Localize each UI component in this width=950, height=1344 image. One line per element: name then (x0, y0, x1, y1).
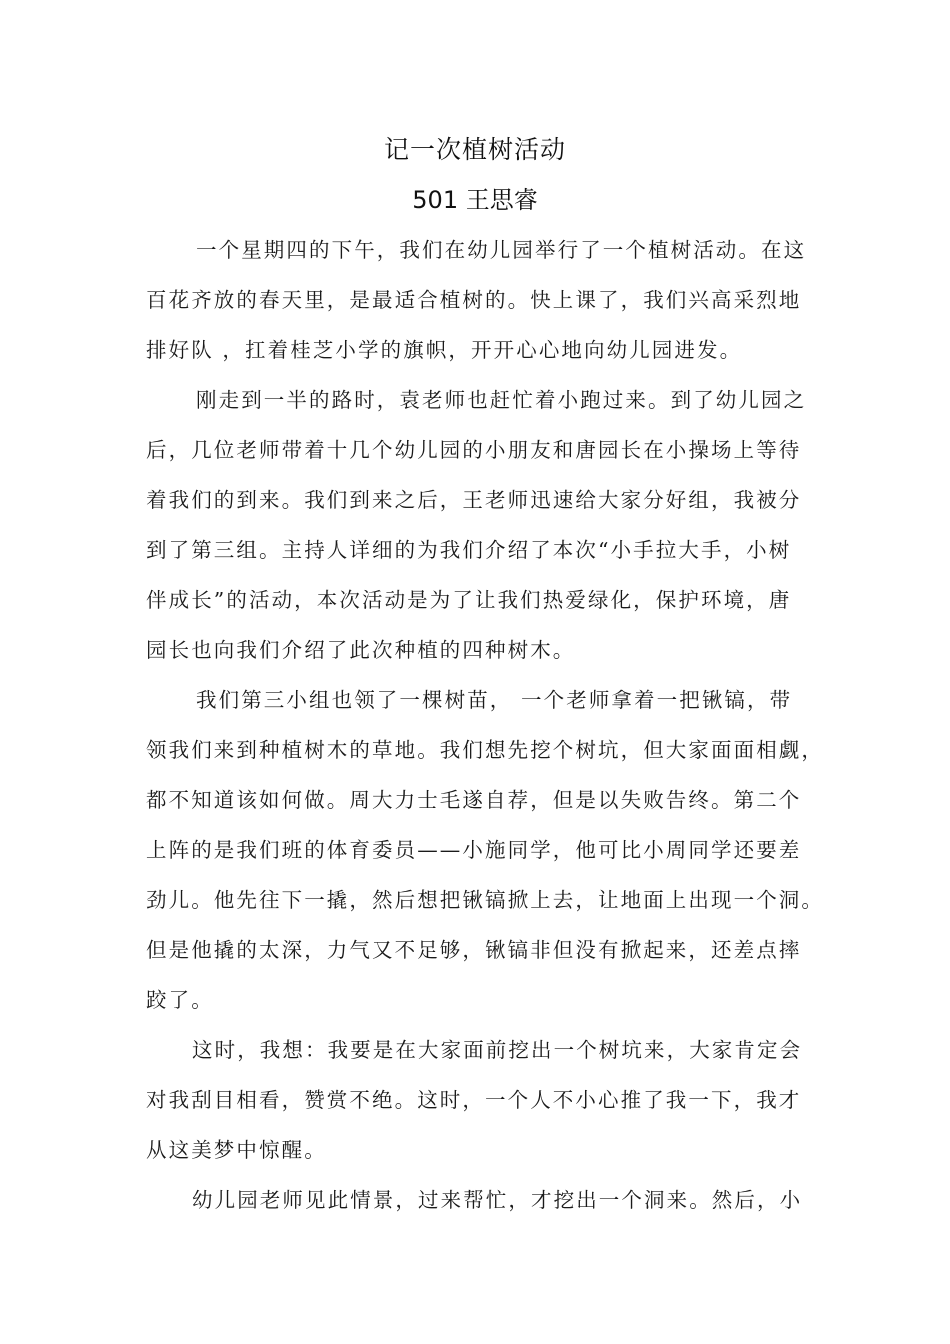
text-line: 但是他撬的太深，力气又不足够，锹镐非但没有掀起来，还差点摔 (146, 938, 802, 962)
text-line: 园长也向我们介绍了此次种植的四种树木。 (146, 638, 576, 662)
text-line: 着我们的到来。我们到来之后，王老师迅速给大家分好组，我被分 (146, 488, 802, 512)
text-line: 幼儿园老师见此情景，过来帮忙，才挖出一个洞来。然后，小 (192, 1188, 803, 1212)
text-line: 都不知道该如何做。周大力士毛遂自荐，但是以失败告终。第二个 (146, 788, 802, 812)
text-line: 排好队 ，扛着桂芝小学的旗帜，开开心心地向幼儿园进发。 (146, 338, 743, 362)
text-line: 百花齐放的春天里，是最适合植树的。快上课了，我们兴高采烈地 (146, 288, 802, 312)
author-line: 501 王思睿 (412, 186, 538, 214)
text-line: 我们第三小组也领了一棵树苗， 一个老师拿着一把锹镐，带 (196, 688, 793, 712)
text-line: 后，几位老师带着十几个幼儿园的小朋友和唐园长在小操场上等待 (146, 438, 802, 462)
document-title: 记一次植树活动 (383, 135, 566, 164)
text-line: 到了第三组。主持人详细的为我们介绍了本次“小手拉大手，小树 (146, 538, 792, 562)
text-line: 领我们来到种植树木的草地。我们想先挖个树坑，但大家面面相觑， (146, 738, 824, 762)
text-line: 刚走到一半的路时，袁老师也赶忙着小跑过来。到了幼儿园之 (196, 388, 807, 412)
text-line: 跤了。 (146, 988, 214, 1012)
text-line: 这时，我想：我要是在大家面前挖出一个树坑来，大家肯定会 (192, 1038, 803, 1062)
text-line: 伴成长”的活动，本次活动是为了让我们热爱绿化，保护环境，唐 (146, 588, 792, 612)
text-line: 对我刮目相看，赞赏不绝。这时，一个人不小心推了我一下，我才 (146, 1088, 802, 1112)
text-line: 一个星期四的下午，我们在幼儿园举行了一个植树活动。在这 (196, 238, 807, 262)
text-line: 劲儿。他先往下一撬，然后想把锹镐掀上去，让地面上出现一个洞。 (146, 888, 824, 912)
text-line: 上阵的是我们班的体育委员——小施同学，他可比小周同学还要差 (146, 838, 802, 862)
text-line: 从这美梦中惊醒。 (146, 1138, 327, 1162)
